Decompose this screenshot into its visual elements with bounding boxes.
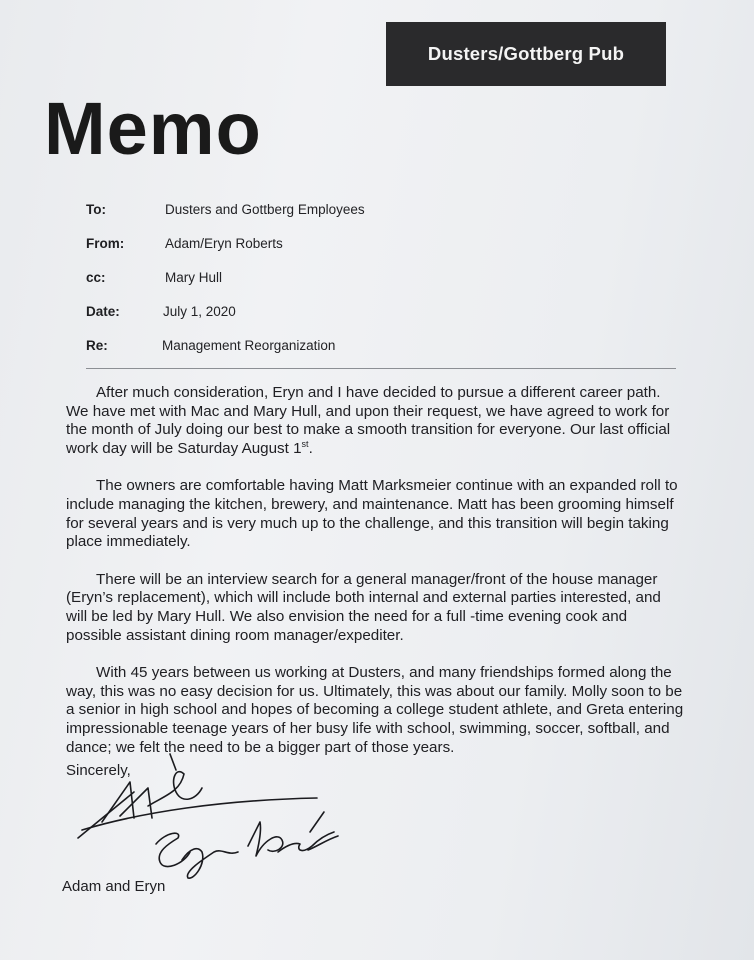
signer-names: Adam and Eryn <box>62 878 166 895</box>
field-re-label: Re: <box>86 338 108 353</box>
field-re-value: Management Reorganization <box>162 338 336 353</box>
paragraph-2: The owners are comfortable having Matt Marksmeier continue with an expanded roll to include managing the kitchen, brewery, and maintenance. Matt has been grooming himself for several years and is very much up to the challenge, and this transition will begin taking place immediately. <box>66 477 678 551</box>
paragraph-1-text: After much consideration, Eryn and I have decided to pursue a different career path. We have met with Mac and Mary Hull, and upon their request, we have agreed to work for the month of July doing our best to make a smooth transition for everyone. Our last official work day will be Saturday August 1 <box>66 384 671 457</box>
field-re <box>86 336 646 370</box>
paragraph-4: With 45 years between us working at Dusters, and many friendships formed along the way, this was no easy decision for us. Ultimately, this was about our family. Molly soon to be a senior in high school and hopes of becoming a college student athlete, and Greta entering impressionable teenage years of her busy life with school, swimming, soccer, softball, and dance; we felt the need to be a bigger part of those years. <box>66 664 684 756</box>
paragraph-1 <box>66 384 686 458</box>
field-to-value: Dusters and Gottberg Employees <box>165 202 365 217</box>
field-cc-value: Mary Hull <box>165 270 223 285</box>
closing-salutation: Sincerely, <box>66 762 131 779</box>
field-cc-label: cc: <box>86 270 106 285</box>
memo-body <box>66 384 686 776</box>
paragraph-1-tail: . <box>308 439 313 457</box>
company-banner: Dusters/Gottberg Pub <box>386 22 666 86</box>
handwritten-signature <box>72 752 372 892</box>
memo-title: Memo <box>44 87 262 170</box>
field-cc <box>86 268 646 302</box>
field-date <box>86 302 646 336</box>
field-from <box>86 234 646 268</box>
field-from-value: Adam/Eryn Roberts <box>165 236 283 251</box>
field-to <box>86 200 646 234</box>
header-divider <box>86 368 676 369</box>
field-to-label: To: <box>86 202 106 217</box>
field-date-value: July 1, 2020 <box>163 304 236 319</box>
field-from-label: From: <box>86 236 125 251</box>
paragraph-3: There will be an interview search for a general manager/front of the house manager (Eryn’s replacement), which will include both internal and external parties interested, and will be led by Mary Hull. We also envision the need for a full -time evening cook and possible assistant dining room manager/expediter. <box>66 570 661 644</box>
paragraph-1-superscript: st <box>301 438 309 449</box>
memo-header-fields <box>86 200 646 370</box>
field-date-label: Date: <box>86 304 120 319</box>
